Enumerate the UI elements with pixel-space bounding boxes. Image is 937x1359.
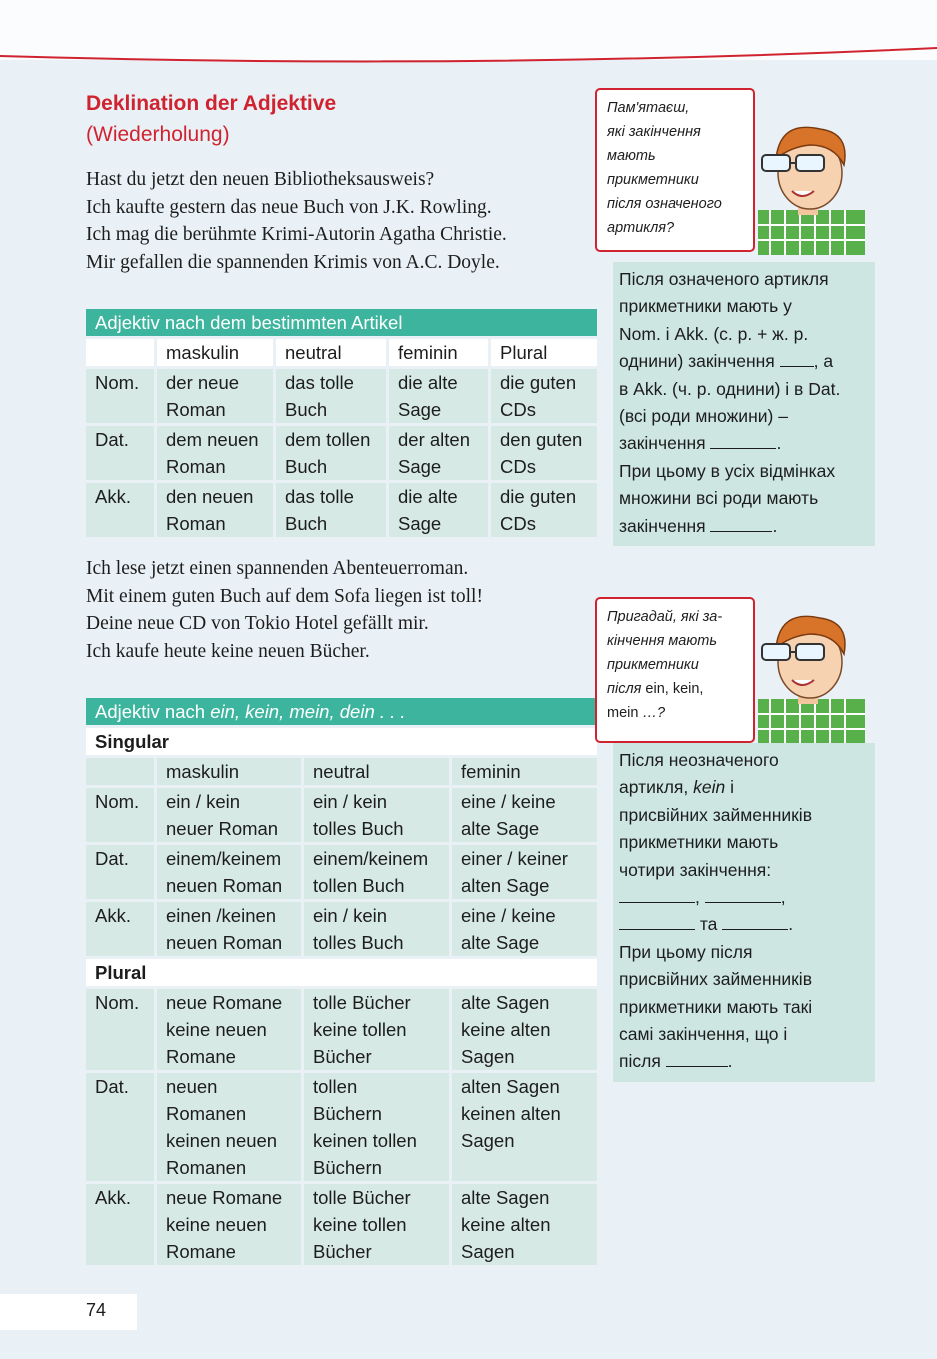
column-header: maskulin — [154, 758, 301, 785]
example-sentence: Ich mag die berühmte Krimi-Autorin Agatha Christie. — [86, 224, 507, 246]
example-sentence: Ich kaufte gestern das neue Buch von J.K. Rowling. — [86, 196, 492, 218]
table-indefinite-article — [86, 695, 597, 1268]
table-cell: die alte Sage — [386, 369, 488, 423]
boy-character-icon — [740, 604, 865, 744]
table-cell: neue Romane keine neuen Romane — [154, 989, 301, 1070]
table-cell: alte Sagen keine alten Sagen — [449, 989, 597, 1070]
table-cell: ein / kein neuer Roman — [154, 788, 301, 842]
section-heading: Deklination der Adjektive — [86, 92, 337, 115]
example-sentence: Hast du jetzt den neuen Bibliotheksausweis? — [86, 169, 435, 190]
info-box-2: Після неозначеного артикля, kein і присвійних займенників прикметники мають чотири закінчення: , , та . При цьому після присвійних займенників прикметники мають такі самі закінчення, що і після . — [613, 743, 875, 1082]
table-cell: einem/keinem tollen Buch — [301, 845, 449, 899]
table-cell: das tolle Buch — [273, 369, 386, 423]
table2-title: Adjektiv nach ein, kein, mein, dein . . . — [86, 698, 597, 725]
example-sentence: Mit einem guten Buch auf dem Sofa liegen ist toll! — [86, 585, 483, 607]
table-cell: die alte Sage — [386, 483, 488, 537]
table-cell: ein / kein tolles Buch — [301, 788, 449, 842]
table1-title: Adjektiv nach dem bestimmten Artikel — [86, 309, 597, 336]
page-number-box — [0, 1294, 137, 1330]
table-row — [86, 788, 597, 842]
table-cell: einen /keinen neuen Roman — [154, 902, 301, 956]
table-cell: eine / keine alte Sage — [449, 788, 597, 842]
table-cell: die guten CDs — [488, 369, 597, 423]
case-label: Akk. — [86, 1184, 154, 1265]
table-row — [86, 483, 597, 537]
speech-bubble-2: Пригадай, які за- кінчення мають прикметники після ein, kein, mein …? — [595, 597, 755, 743]
table-cell: der neue Roman — [154, 369, 273, 423]
plural-label: Plural — [86, 959, 597, 986]
table-cell: tollen Büchern keinen tollen Büchern — [301, 1073, 449, 1181]
table-cell: einem/keinem neuen Roman — [154, 845, 301, 899]
singular-label: Singular — [86, 728, 597, 755]
case-label: Nom. — [86, 788, 154, 842]
table-cell-empty — [86, 339, 154, 366]
example-sentence: Ich kaufe heute keine neuen Bücher. — [86, 640, 370, 662]
table-cell: tolle Bücher keine tollen Bücher — [301, 1184, 449, 1265]
table-row — [86, 1184, 597, 1265]
speech-bubble-1: Пам'ятаєш, які закінчення мають прикметники після означеного артикля? — [595, 88, 755, 252]
page-number: 74 — [86, 1300, 107, 1320]
table-cell: dem neuen Roman — [154, 426, 273, 480]
table-cell: alten Sagen keinen alten Sagen — [449, 1073, 597, 1181]
table-row — [86, 369, 597, 423]
table-row — [86, 902, 597, 956]
table-cell: ein / kein tolles Buch — [301, 902, 449, 956]
case-label: Dat. — [86, 845, 154, 899]
table-cell: die guten CDs — [488, 483, 597, 537]
table-row — [86, 989, 597, 1070]
column-header: maskulin — [154, 339, 273, 366]
column-header: neutral — [301, 758, 449, 785]
column-header: feminin — [386, 339, 488, 366]
example-sentence: Ich lese jetzt einen spannenden Abenteuerroman. — [86, 558, 469, 579]
column-header: feminin — [449, 758, 597, 785]
table-cell: dem tollen Buch — [273, 426, 386, 480]
boy-character-icon — [740, 115, 865, 255]
table-cell: den neuen Roman — [154, 483, 273, 537]
column-header: neutral — [273, 339, 386, 366]
table-cell-empty — [86, 758, 154, 785]
table-cell: eine / keine alte Sage — [449, 902, 597, 956]
table-cell: neue Romane keine neuen Romane — [154, 1184, 301, 1265]
table-definite-article — [86, 306, 597, 540]
table-cell: den guten CDs — [488, 426, 597, 480]
case-label: Dat. — [86, 1073, 154, 1181]
case-label: Dat. — [86, 426, 154, 480]
table-cell: neuen Romanen keinen neuen Romanen — [154, 1073, 301, 1181]
table-cell: alte Sagen keine alten Sagen — [449, 1184, 597, 1265]
case-label: Nom. — [86, 369, 154, 423]
example-sentence: Deine neue CD von Tokio Hotel gefällt mir. — [86, 613, 429, 635]
table-cell: das tolle Buch — [273, 483, 386, 537]
case-label: Akk. — [86, 902, 154, 956]
info-box-1: Після означеного артикля прикметники мають у Nom. і Akk. (с. р. + ж. р. однини) закінчення , а в Akk. (ч. р. однини) і в Dat. (всі роди множини) – закінчення . При цьому в усіх відмінках множини всі роди мають закінчення . — [613, 262, 875, 546]
case-label: Akk. — [86, 483, 154, 537]
example-sentences-2 — [86, 555, 483, 665]
case-label: Nom. — [86, 989, 154, 1070]
table-row — [86, 426, 597, 480]
table-row — [86, 1073, 597, 1181]
table-cell: einer / keiner alten Sage — [449, 845, 597, 899]
table-cell: der alten Sage — [386, 426, 488, 480]
example-sentence: Mir gefallen die spannenden Krimis von A.C. Doyle. — [86, 251, 500, 273]
decorative-red-line — [0, 44, 937, 74]
section-subheading: (Wiederholung) — [86, 123, 230, 146]
table-cell: tolle Bücher keine tollen Bücher — [301, 989, 449, 1070]
example-sentences-1 — [86, 166, 507, 276]
column-header: Plural — [488, 339, 597, 366]
table-row — [86, 845, 597, 899]
